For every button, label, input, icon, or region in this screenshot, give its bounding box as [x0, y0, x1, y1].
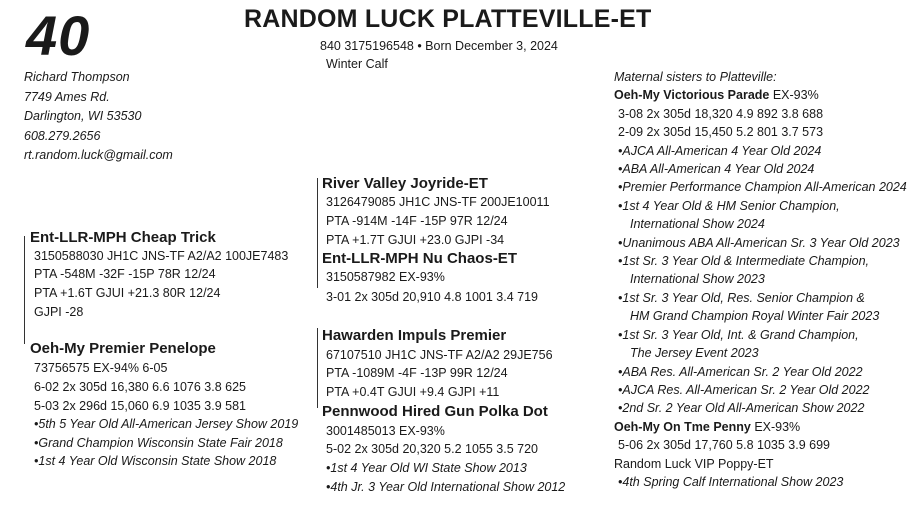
- dam-dam-name: Pennwood Hired Gun Polka Dot: [322, 403, 548, 420]
- sister-2-name: Oeh-My On Tme Penny: [614, 419, 751, 434]
- sister-1-header: [614, 86, 907, 104]
- dam-name: Oeh-My Premier Penelope: [30, 340, 216, 357]
- sister-1-achievement: •2nd Sr. 2 Year Old All-American Show 2022: [618, 401, 865, 416]
- sister-1-achievement: •1st Sr. 3 Year Old & Intermediate Champion,: [618, 254, 870, 269]
- sister-1-achievement-cont: HM Grand Champion Royal Winter Fair 2023: [630, 309, 880, 324]
- consignor-address: 7749 Ames Rd.: [24, 89, 110, 104]
- sister-1-achievement-cont: International Show 2024: [630, 217, 765, 232]
- sister-1-achievement-cont: The Jersey Event 2023: [630, 346, 759, 361]
- sire-line-4: GJPI -28: [34, 305, 84, 319]
- animal-title: RANDOM LUCK PLATTEVILLE-ET: [244, 5, 652, 33]
- dam-achievement-3: •1st 4 Year Old Wisconsin State Show 2018: [34, 454, 277, 468]
- dam-dam-line-1: 3001485013 EX-93%: [326, 424, 445, 438]
- dam-dam-achievement-1: •1st 4 Year Old WI State Show 2013: [326, 461, 527, 475]
- sire-line-1: 3150588030 JH1C JNS-TF A2/A2 100JE7483: [34, 249, 289, 263]
- sire-sire-name: River Valley Joyride-ET: [322, 175, 488, 192]
- sire-name: Ent-LLR-MPH Cheap Trick: [30, 229, 216, 246]
- maternal-sisters-heading: Maternal sisters to Platteville:: [614, 70, 777, 84]
- sister-2-header: [614, 418, 907, 436]
- sister-1-achievement: •ABA All-American 4 Year Old 2024: [618, 162, 815, 177]
- maternal-sisters-section: [614, 68, 907, 491]
- sire-sire-line-1: 3126479085 JH1C JNS-TF 200JE10011: [326, 195, 550, 209]
- sister-1-achievement: •AJCA Res. All-American Sr. 2 Year Old 2022: [618, 382, 870, 397]
- dam-line-2: 6-02 2x 305d 16,380 6.6 1076 3.8 625: [34, 380, 246, 394]
- sister-2-score: EX-93%: [750, 419, 801, 434]
- consignor-city: Darlington, WI 53530: [24, 109, 142, 123]
- sister-1-achievement: •1st Sr. 3 Year Old, Int. & Grand Champion,: [618, 327, 859, 342]
- lot-number: 40: [26, 4, 91, 67]
- sire-sire-bracket-line: [317, 178, 318, 288]
- sire-dam-line-1: 3150587982 EX-93%: [326, 270, 445, 284]
- sister-1-achievement: •1st Sr. 3 Year Old, Res. Senior Champion &: [618, 290, 865, 305]
- dam-dam-line-2: 5-02 2x 305d 20,320 5.2 1055 3.5 720: [326, 442, 538, 456]
- sire-line-3: PTA +1.6T GJUI +21.3 80R 12/24: [34, 286, 221, 300]
- sire-dam-name: Ent-LLR-MPH Nu Chaos-ET: [322, 250, 517, 267]
- sire-bracket-line: [24, 236, 25, 344]
- sire-sire-line-3: PTA +1.7T GJUI +23.0 GJPI -34: [326, 233, 505, 247]
- dam-line-3: 5-03 2x 296d 15,060 6.9 1035 3.9 581: [34, 399, 246, 413]
- sister-1-achievement: •Unanimous ABA All-American Sr. 3 Year Old 2023: [618, 235, 900, 250]
- class-line: Winter Calf: [326, 57, 388, 71]
- registration-birth-line: 840 3175196548 • Born December 3, 2024: [320, 39, 558, 53]
- consignor-block: [24, 68, 173, 166]
- sire-sire-line-2: PTA -914M -14F -15P 97R 12/24: [326, 214, 508, 228]
- sister-1-name: Oeh-My Victorious Parade: [614, 88, 770, 103]
- consignor-email: rt.random.luck@gmail.com: [24, 148, 173, 162]
- sister-1-record-1: 3-08 2x 305d 18,320 4.9 892 3.8 688: [618, 106, 824, 121]
- dam-dam-achievement-2: •4th Jr. 3 Year Old International Show 2012: [326, 480, 566, 494]
- sister-3-name: Random Luck VIP Poppy-ET: [614, 456, 774, 471]
- sister-1-record-2: 2-09 2x 305d 15,450 5.2 801 3.7 573: [618, 125, 824, 140]
- sister-1-achievement-cont: International Show 2023: [630, 272, 765, 287]
- dam-sire-name: Hawarden Impuls Premier: [322, 327, 507, 344]
- sire-line-2: PTA -548M -32F -15P 78R 12/24: [34, 267, 216, 281]
- dam-line-1: 73756575 EX-94% 6-05: [34, 361, 168, 375]
- sister-1-achievement: •Premier Performance Champion All-American 2024: [618, 180, 907, 195]
- dam-sire-bracket-line: [317, 328, 318, 408]
- dam-achievement-1: •5th 5 Year Old All-American Jersey Show 2019: [34, 417, 299, 431]
- sister-3-achievement: •4th Spring Calf International Show 2023: [618, 474, 844, 489]
- sister-1-achievement: •1st 4 Year Old & HM Senior Champion,: [618, 198, 840, 213]
- consignor-name: Richard Thompson: [24, 70, 130, 84]
- sister-1-achievement: •AJCA All-American 4 Year Old 2024: [618, 143, 822, 158]
- sister-1-achievement: •ABA Res. All-American Sr. 2 Year Old 2022: [618, 364, 863, 379]
- sister-2-record: 5-06 2x 305d 17,760 5.8 1035 3.9 699: [618, 438, 830, 453]
- dam-achievement-2: •Grand Champion Wisconsin State Fair 2018: [34, 436, 283, 450]
- sire-dam-line-2: 3-01 2x 305d 20,910 4.8 1001 3.4 719: [326, 290, 538, 304]
- consignor-phone: 608.279.2656: [24, 128, 101, 143]
- dam-sire-line-2: PTA -1089M -4F -13P 99R 12/24: [326, 366, 508, 380]
- dam-sire-line-1: 67107510 JH1C JNS-TF A2/A2 29JE756: [326, 348, 553, 362]
- sister-1-score: EX-93%: [769, 88, 819, 103]
- dam-sire-line-3: PTA +0.4T GJUI +9.4 GJPI +11: [326, 385, 500, 399]
